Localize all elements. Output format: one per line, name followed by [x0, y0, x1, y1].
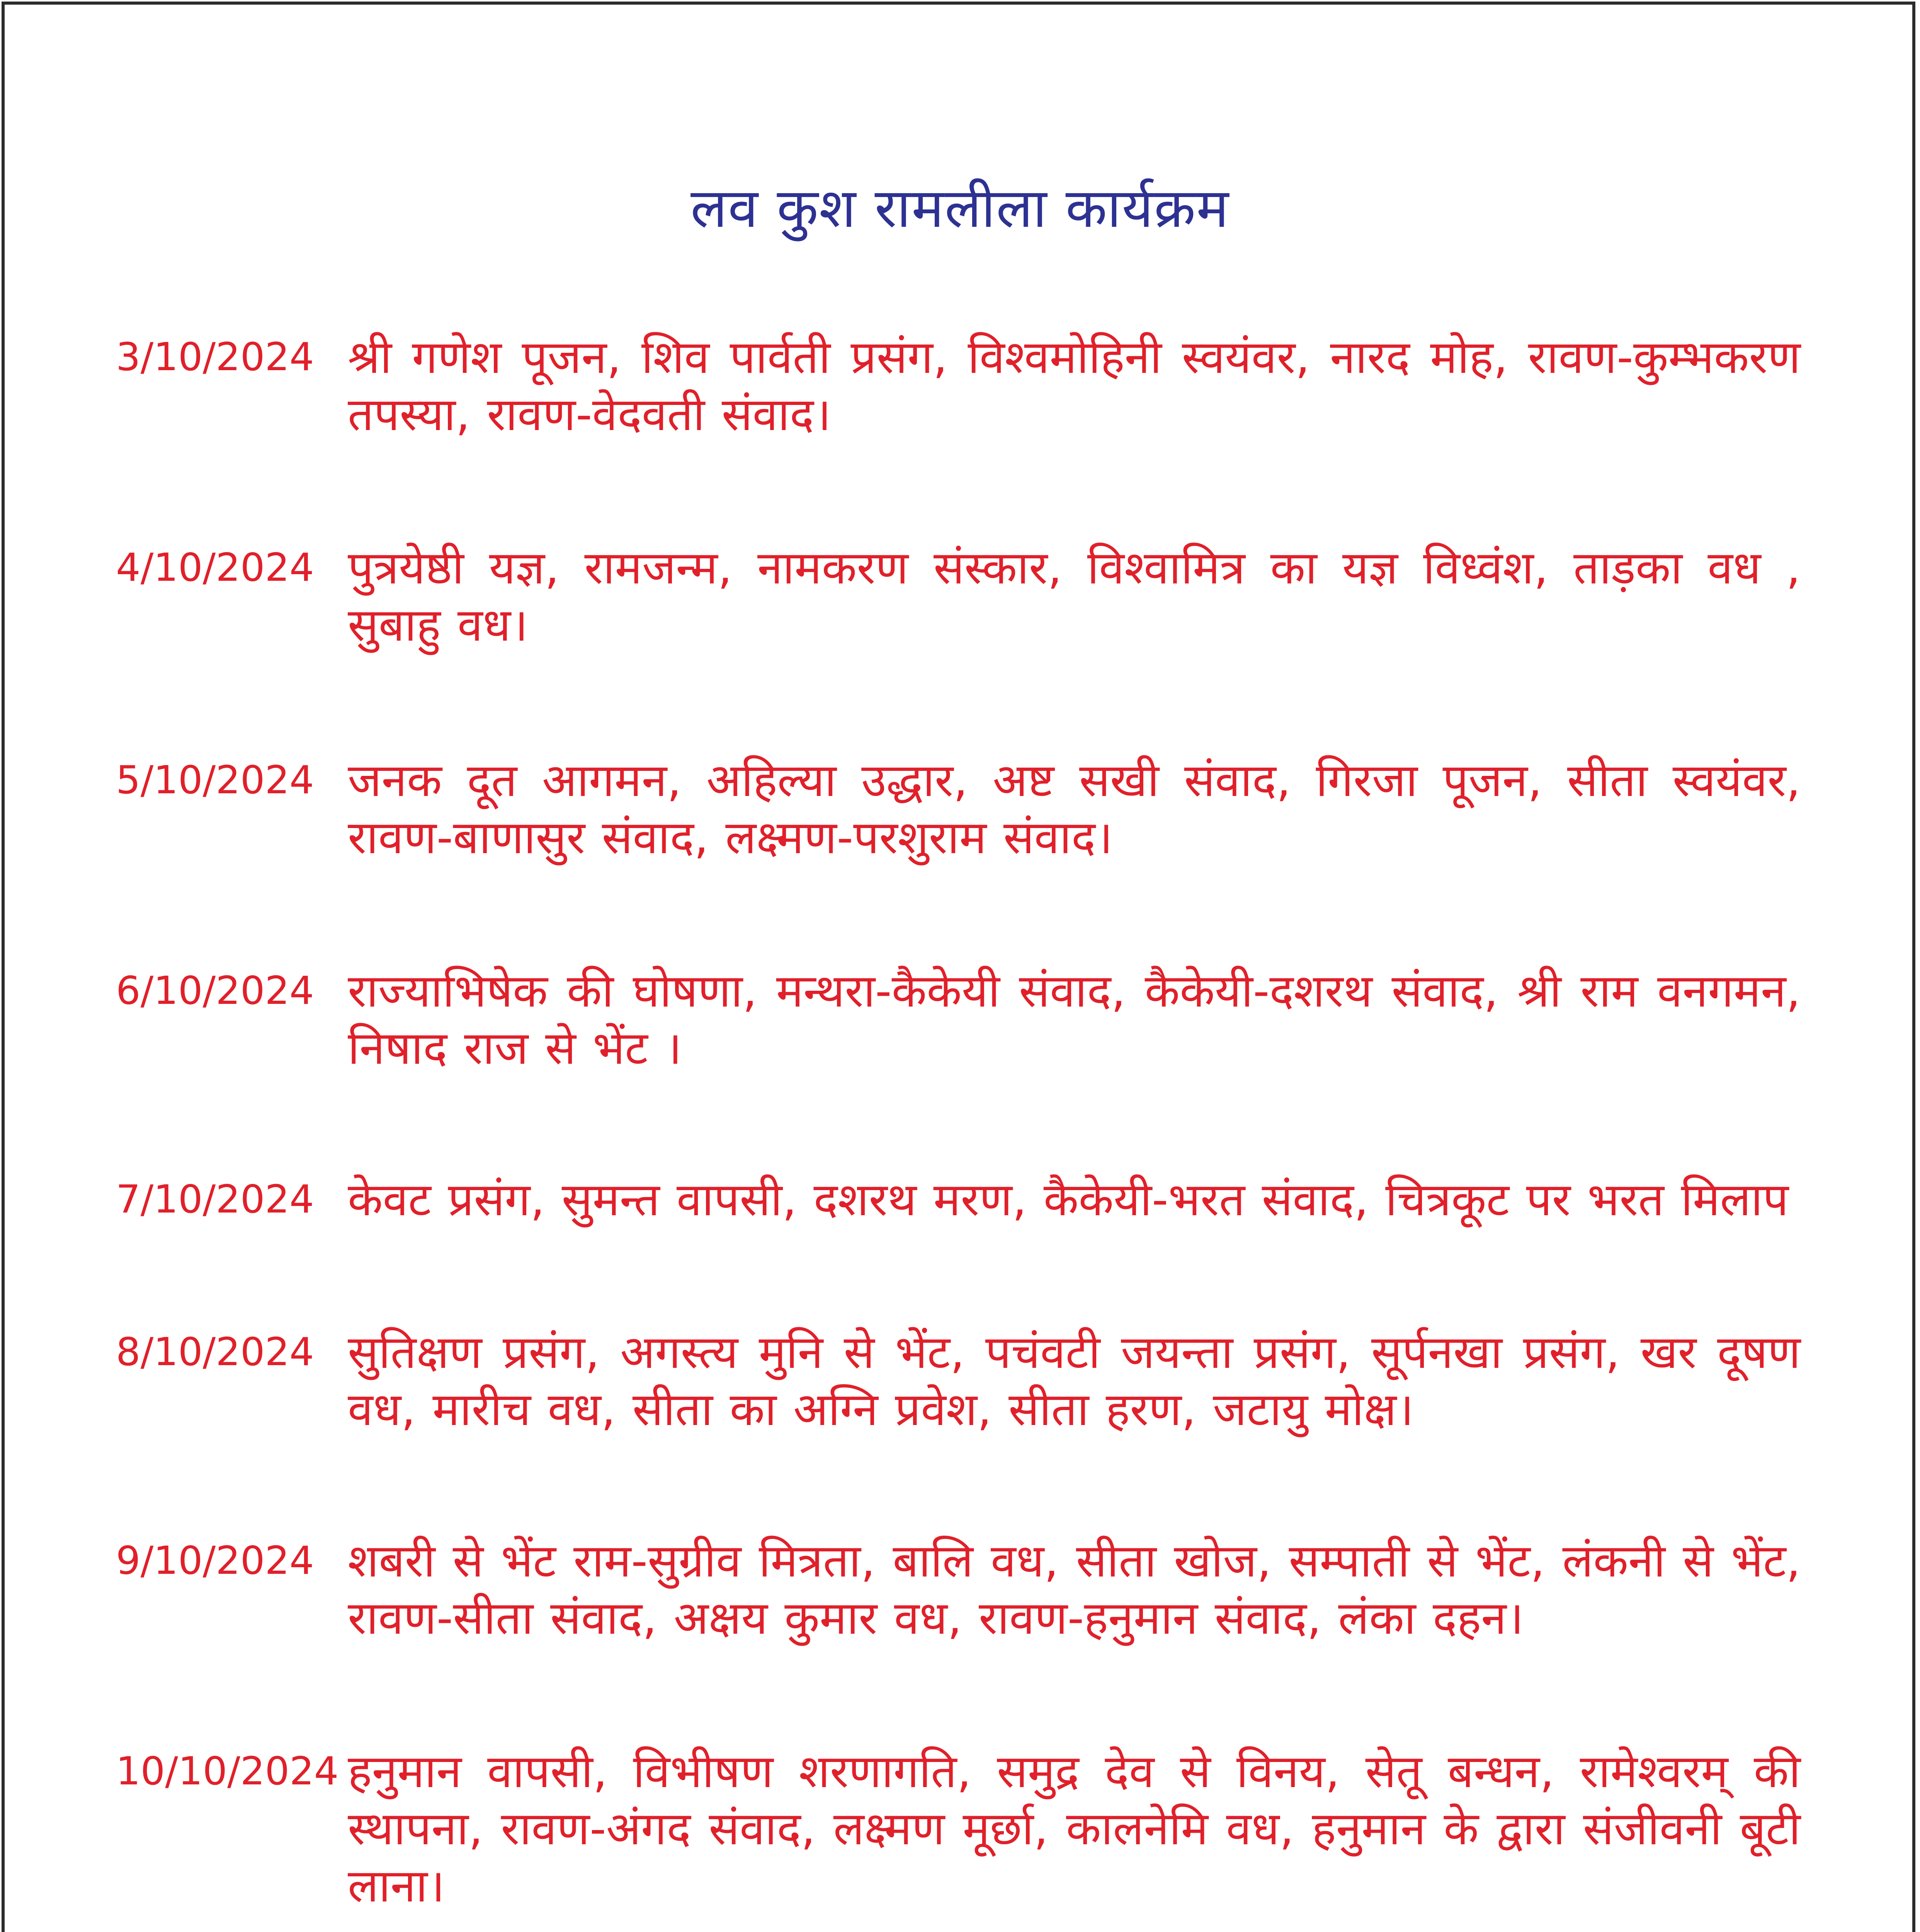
- entry-date: 10/10/2024: [116, 1748, 339, 1794]
- entry-events: राज्याभिषेक की घोषणा, मन्थरा-कैकेयी संवाद, कैकेयी-दशरथ संवाद, श्री राम वनगमन, निषाद राज से भेंट ।: [348, 964, 1801, 1075]
- entry-date: 3/10/2024: [116, 334, 314, 379]
- entry-date: 7/10/2024: [116, 1177, 314, 1222]
- entry-events: श्री गणेश पूजन, शिव पार्वती प्रसंग, विश्वमोहिनी स्वयंवर, नारद मोह, रावण-कुम्भकरण तपस्या, रावण-वेदवती संवाद।: [348, 330, 1801, 441]
- entry-events: शबरी से भेंट राम-सुग्रीव मित्रता, बालि वध, सीता खोज, सम्पाती से भेंट, लंकनी से भेंट, रावण-सीता संवाद, अक्षय कुमार वध, रावण-हनुमान संवाद, लंका दहन।: [348, 1534, 1801, 1645]
- entry-events: हनुमान वापसी, विभीषण शरणागति, समुद्र देव से विनय, सेतू बन्धन, रामेश्वरम् की स्थापना, रावण-अंगद संवाद, लक्ष्मण मूर्छा, कालनेमि वध, हनुमान के द्वारा संजीवनी बूटी लाना।: [348, 1745, 1801, 1912]
- page-title: लव कुश रामलीला कार्यक्रम: [690, 177, 1230, 240]
- entry-events: पुत्रयेष्ठी यज्ञ, रामजन्म, नामकरण संस्कार, विश्वामित्र का यज्ञ विध्वंश, ताड़का वध , सुबाहु वध।: [348, 541, 1801, 651]
- entry-events: जनक दूत आगमन, अहिल्या उद्धार, अष्ट सखी संवाद, गिरजा पूजन, सीता स्वयंवर, रावण-बाणासुर संवाद, लक्ष्मण-परशुराम संवाद।: [348, 753, 1801, 864]
- entry-date: 4/10/2024: [116, 545, 314, 590]
- entry-date: 8/10/2024: [116, 1329, 314, 1374]
- entry-date: 6/10/2024: [116, 968, 314, 1013]
- entry-events: केवट प्रसंग, सुमन्त वापसी, दशरथ मरण, कैकेयी-भरत संवाद, चित्रकूट पर भरत मिलाप: [348, 1173, 1789, 1226]
- entry-events: सुतिक्षण प्रसंग, अगस्त्य मुनि से भेंट, पचंवटी जयन्ता प्रसंग, सूर्पनखा प्रसंग, खर दूषण वध, मारीच वध, सीता का अग्नि प्रवेश, सीता हरण, जटायु मोक्ष।: [348, 1325, 1801, 1436]
- entry-date: 9/10/2024: [116, 1538, 314, 1583]
- entry-date: 5/10/2024: [116, 757, 314, 803]
